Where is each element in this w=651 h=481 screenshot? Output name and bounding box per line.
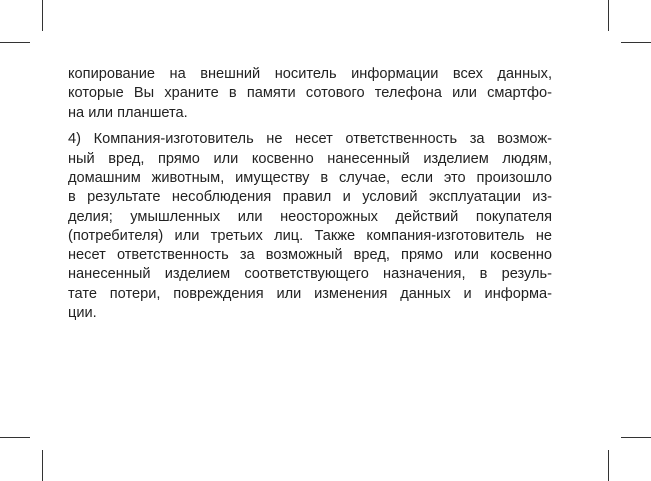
- text-line: на или планшета.: [68, 104, 188, 121]
- crop-mark-bottom-right-vertical: [608, 450, 609, 481]
- text-line: в результате несоблюдения правил и условий эксплуатации из-: [68, 189, 552, 206]
- paragraph-data-backup: [68, 65, 552, 123]
- text-line: которые Вы храните в памяти сотового телефона или смартфо-: [68, 85, 552, 102]
- text-line: ный вред, прямо или косвенно нанесенный изделием людям,: [68, 150, 552, 167]
- text-line: делия; умышленных или неосторожных действий покупателя: [68, 208, 552, 225]
- text-line: нанесенный изделием соответствующего назначения, в резуль-: [68, 266, 552, 283]
- page-text-block: [68, 65, 552, 323]
- text-line: (потребителя) или третьих лиц. Также компания-изготовитель не: [68, 227, 552, 244]
- crop-mark-top-right-vertical: [608, 0, 609, 31]
- crop-mark-top-right-horizontal: [621, 42, 651, 43]
- crop-mark-top-left-horizontal: [0, 42, 30, 43]
- text-line: несет ответственность за возможный вред, прямо или косвенно: [68, 247, 552, 264]
- text-line: копирование на внешний носитель информации всех данных,: [68, 66, 552, 82]
- crop-mark-bottom-left-horizontal: [0, 437, 30, 438]
- paragraph-liability: [68, 130, 552, 323]
- text-line: 4) Компания-изготовитель не несет ответственность за возмож-: [68, 131, 552, 148]
- crop-mark-bottom-right-horizontal: [621, 437, 651, 438]
- text-line: тате потери, повреждения или изменения данных и информа-: [68, 285, 552, 302]
- crop-mark-top-left-vertical: [42, 0, 43, 31]
- text-line: ции.: [68, 305, 97, 322]
- text-line: домашним животным, имуществу в случае, если это произошло: [68, 169, 552, 186]
- crop-mark-bottom-left-vertical: [42, 450, 43, 481]
